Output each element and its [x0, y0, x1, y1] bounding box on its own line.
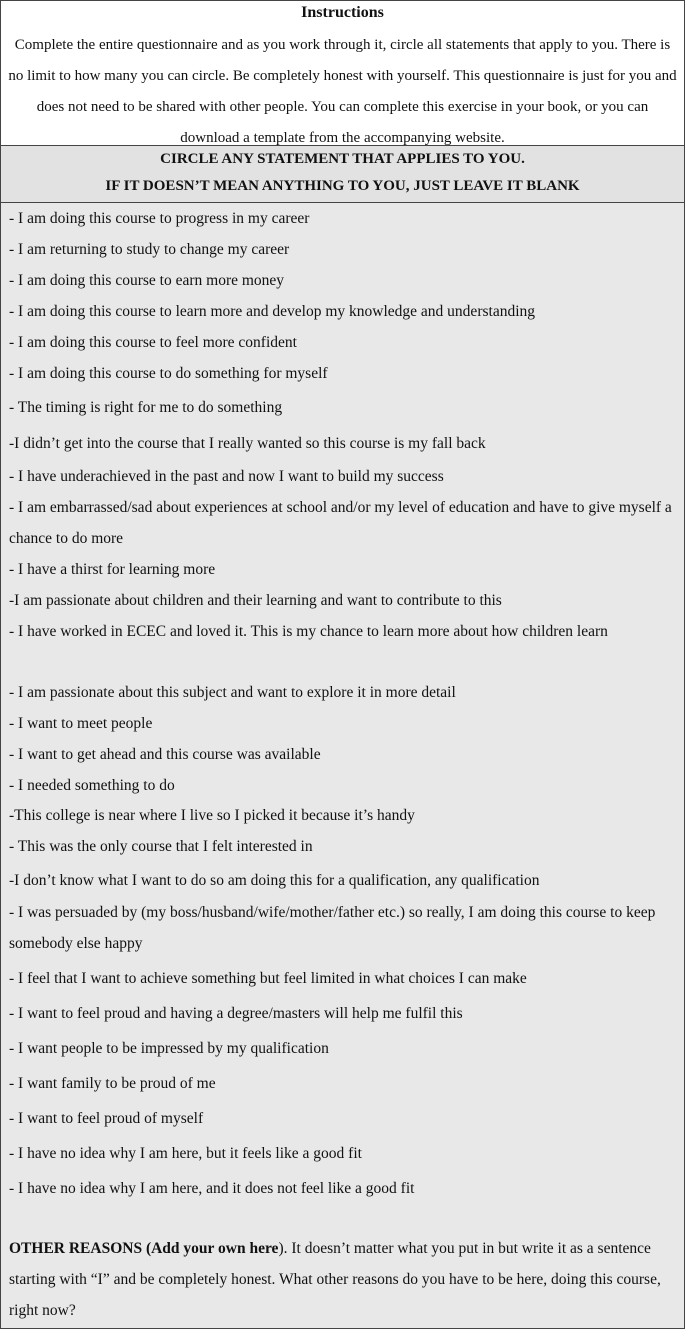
- statement[interactable]: - I want to feel proud and having a degree/masters will help me fulfil this: [9, 1005, 463, 1022]
- statement[interactable]: -I don’t know what I want to do so am doing this for a qualification, any qualification: [9, 872, 540, 889]
- header-line-2: IF IT DOESN’T MEAN ANYTHING TO YOU, JUST LEAVE IT BLANK: [105, 178, 580, 194]
- statements-header: [1, 146, 684, 203]
- statement[interactable]: - I was persuaded by (my boss/husband/wife/mother/father etc.) so really, I am doing this course to keep somebody else happy: [9, 904, 656, 952]
- statement[interactable]: - I am doing this course to do something for myself: [9, 365, 328, 382]
- statement[interactable]: - I have no idea why I am here, but it feels like a good fit: [9, 1145, 362, 1162]
- statement[interactable]: - I have a thirst for learning more: [9, 561, 216, 578]
- statement[interactable]: - I feel that I want to achieve something but feel limited in what choices I can make: [9, 970, 527, 987]
- statement[interactable]: - I am doing this course to earn more money: [9, 272, 285, 289]
- statement[interactable]: - I am returning to study to change my career: [9, 241, 290, 258]
- statement[interactable]: - I have no idea why I am here, and it does not feel like a good fit: [9, 1180, 415, 1197]
- instructions-body: Complete the entire questionnaire and as you work through it, circle all statements that apply to you. There is no limit to how many you can circle. Be completely honest with yourself. This questionnaire is just for you and does not need to be shared with other people. You can complete this exercise in your book, or you can download a template from the accompanying website.: [8, 37, 677, 146]
- statement[interactable]: -I am passionate about children and their learning and want to contribute to this: [9, 592, 502, 609]
- statement[interactable]: - I want to get ahead and this course was available: [9, 746, 321, 763]
- header-line-1: CIRCLE ANY STATEMENT THAT APPLIES TO YOU.: [160, 151, 525, 167]
- statement[interactable]: - I want to feel proud of myself: [9, 1110, 204, 1127]
- statement[interactable]: - I am doing this course to learn more and develop my knowledge and understanding: [9, 303, 536, 320]
- statement[interactable]: - I am doing this course to progress in my career: [9, 210, 310, 227]
- statement[interactable]: - I want family to be proud of me: [9, 1075, 216, 1092]
- other-reasons-label: OTHER REASONS (Add your own here: [9, 1240, 279, 1257]
- other-reasons: [9, 1233, 679, 1326]
- statement[interactable]: - I am doing this course to feel more confident: [9, 334, 297, 351]
- statement[interactable]: - This was the only course that I felt interested in: [9, 838, 313, 855]
- statement[interactable]: - I needed something to do: [9, 777, 175, 794]
- statements-section: [1, 203, 684, 1328]
- statement[interactable]: - I am passionate about this subject and want to explore it in more detail: [9, 684, 456, 701]
- statement[interactable]: - I have underachieved in the past and now I want to build my success: [9, 468, 444, 485]
- statement[interactable]: -This college is near where I live so I picked it because it’s handy: [9, 807, 415, 824]
- statement[interactable]: - The timing is right for me to do something: [9, 399, 283, 416]
- instructions-title: Instructions: [301, 4, 384, 21]
- statement[interactable]: - I want people to be impressed by my qualification: [9, 1040, 329, 1057]
- statement[interactable]: - I want to meet people: [9, 715, 153, 732]
- statement[interactable]: - I have worked in ECEC and loved it. This is my chance to learn more about how children learn: [9, 623, 608, 640]
- other-reasons-text: ). It doesn’t matter what you put in but write it as a sentence starting with “I” and be completely honest. What other reasons do you have to be here, doing this course, right now?: [9, 1240, 661, 1319]
- instructions-section: [1, 1, 684, 146]
- statement[interactable]: -I didn’t get into the course that I really wanted so this course is my fall back: [9, 435, 486, 452]
- statement[interactable]: - I am embarrassed/sad about experiences at school and/or my level of education and have to give myself a chance to do more: [9, 499, 672, 547]
